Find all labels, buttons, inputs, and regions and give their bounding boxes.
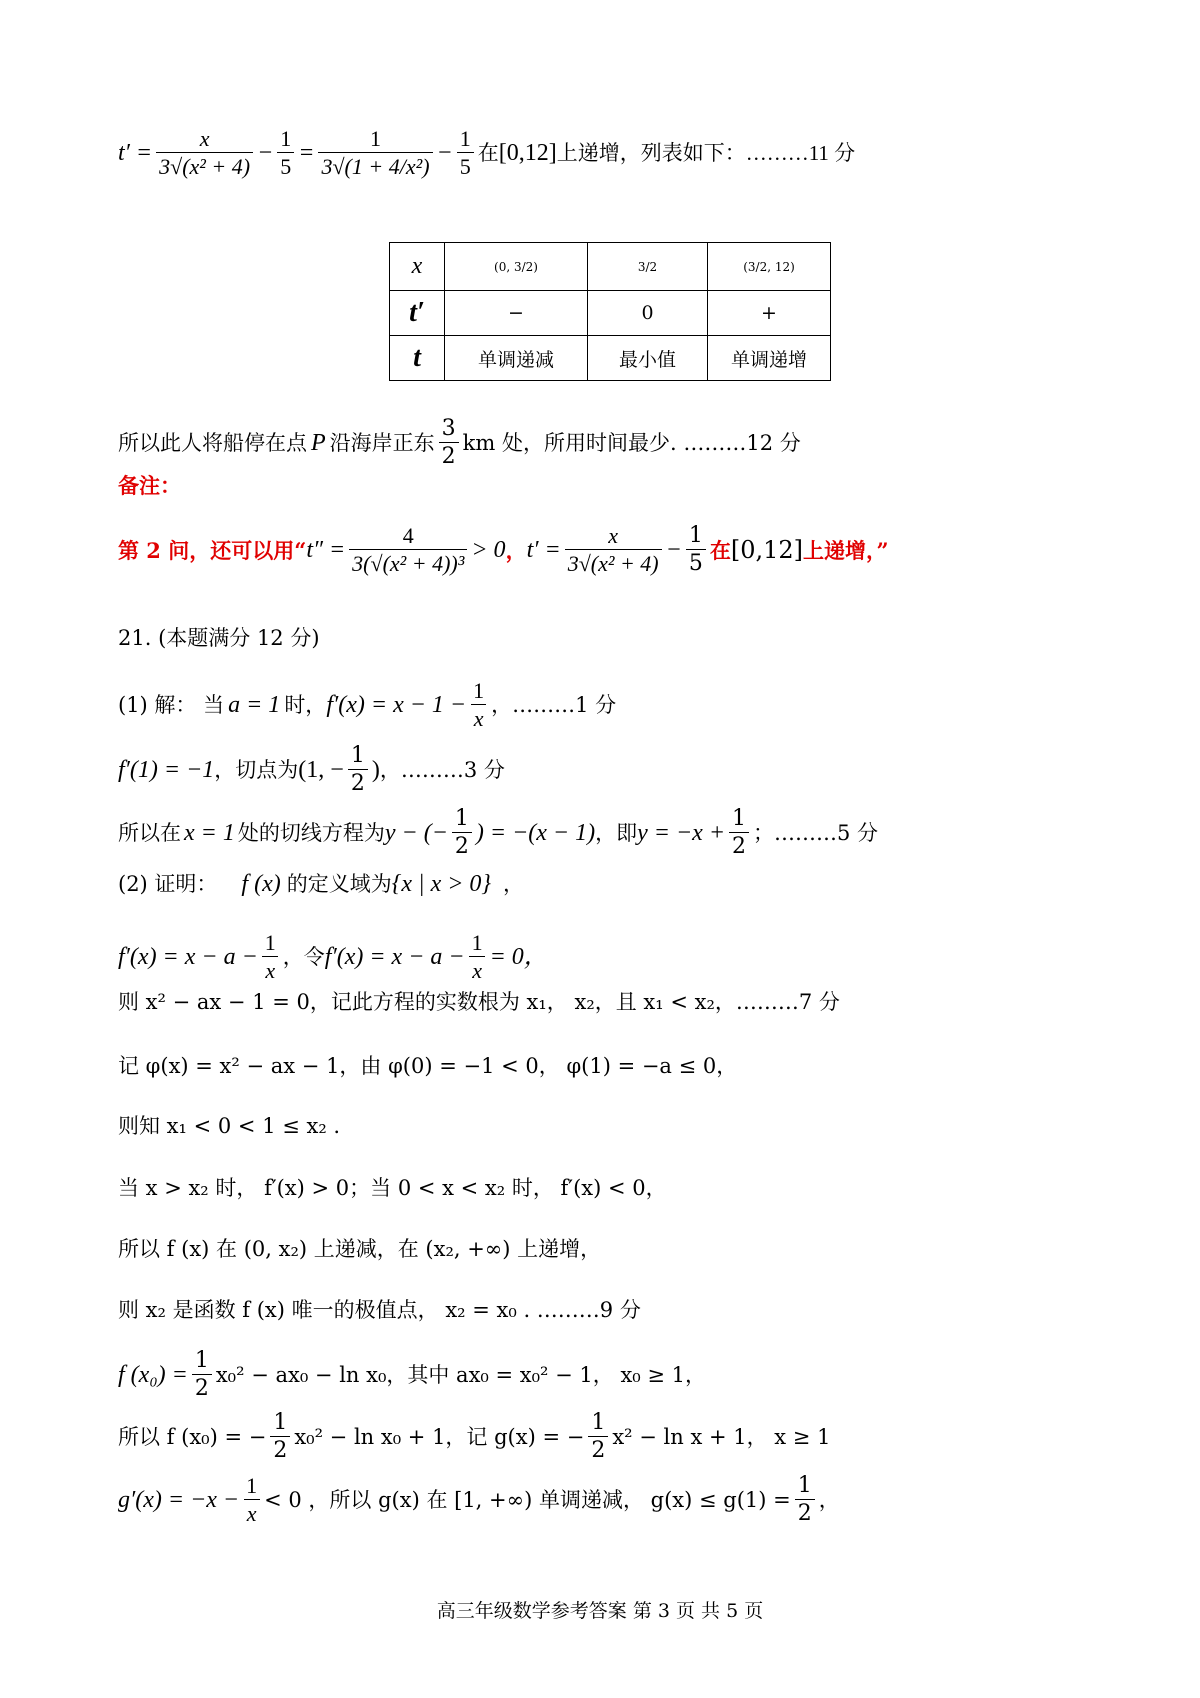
- fraction: $\frac{1}{5}$: [277, 128, 294, 178]
- q21-line-5: f′(x) = x − a − $\frac{1}{x}$ ，令 f′(x) = x − a − $\frac{1}{x}$ = 0，: [118, 930, 548, 983]
- fraction: $\frac{x}{\text{3√(x² + 4)}}$: [565, 525, 662, 575]
- q21-line-4: (2) 证明： f (x) 的定义域为 {x | x > 0} ，: [118, 871, 525, 897]
- t-prime-lhs: t′ =: [118, 140, 153, 166]
- score-note: 上递增，列表如下：………11 分: [556, 140, 856, 165]
- q21-line-2: f′(1) = −1 ，切点为 (1, − $\frac{1}{2}$ ) ，………3 分: [118, 743, 505, 796]
- q21-line-14: g′(x) = −x − $\frac{1}{x}$ < 0 ，所以 g(x) 在 [1, +∞) 单调递减， g(x) ≤ g(1) = $\frac{1}{2}$ ，: [118, 1473, 840, 1526]
- fraction: $\frac{1}{2}$: [270, 1412, 290, 1462]
- q21-line-1: (1) 解： 当 a = 1 时， f′(x) = x − 1 − $\frac{1}{x}$ ，………1 分: [118, 678, 617, 731]
- q21-line-6: 则 x² − ax − 1 = 0，记此方程的实数根为 x₁， x₂，且 x₁ < x₂，………7 分: [118, 990, 840, 1014]
- q21-line-11: 则 x₂ 是函数 f (x) 唯一的极值点， x₂ = x₀ . ………9 分: [118, 1298, 641, 1322]
- table-row: t′ − 0 +: [390, 291, 831, 336]
- fraction: $\frac{1}{x}$: [243, 1475, 260, 1525]
- interval: [0,12]: [498, 140, 557, 166]
- fraction: $\frac{1}{2}$: [795, 1475, 815, 1525]
- fraction: $\frac{3}{2}$: [439, 418, 459, 468]
- q21-line-13: 所以 f (x₀) = − $\frac{1}{2}$ x₀² − ln x₀ + 1，记 g(x) = − $\frac{1}{2}$ x² − ln x + 1， x ≥ 1: [118, 1410, 831, 1463]
- fraction: $\frac{1}{2}$: [348, 745, 368, 795]
- q21-line-10: 所以 f (x) 在 (0, x₂) 上递减，在 (x₂, +∞) 上递增，: [118, 1237, 602, 1261]
- conclusion-line: 所以此人将船停在点 P 沿海岸正东 $\frac{3}{2}$ km 处，所用时间最少. ………12 分: [118, 416, 801, 469]
- question-header: 21. (本题满分 12 分): [118, 626, 320, 650]
- fraction: $\frac{4}{\text{3(√(x² + 4))³}}$: [349, 525, 467, 575]
- fraction: $\frac{1}{x}$: [469, 932, 486, 982]
- fraction: $\frac{1}{5}$: [457, 128, 474, 178]
- fraction: $\frac{1}{2}$: [192, 1350, 212, 1400]
- note-title: 备注：: [118, 473, 181, 498]
- note-line: 第 2 问，还可以用“ t″ = $\frac{4}{\text{3(√(x² + 4))³}}$ > 0 ， t′ = $\frac{x}{\text{3√(x² + 4)}}$ − $\frac{1}{5}$ 在 [0,12] 上递增，”: [118, 523, 889, 576]
- fraction: $\frac{x}{\text{3√(x² + 4)}}$: [156, 128, 253, 178]
- q21-line-8: 则知 x₁ < 0 < 1 ≤ x₂ .: [118, 1114, 341, 1138]
- table-row: x (0, 3/2) 3/2 (3/2, 12): [390, 243, 831, 291]
- q21-line-7: 记 φ(x) = x² − ax − 1，由 φ(0) = −1 < 0， φ(1) = −a ≤ 0，: [118, 1054, 738, 1078]
- monotonicity-table: [389, 242, 831, 381]
- table-row: t 单调递减 最小值 单调递增: [390, 336, 831, 381]
- fraction: $\frac{1}{2}$: [588, 1412, 608, 1462]
- derivative-line: t′ = $\frac{x}{\text{3√(x² + 4)}}$ − $\frac{1}{5}$ = $\frac{1}{\text{3√(1 + 4/x²)}}$ − $\frac{1}{5}$ 在 [0,12] 上递增，列表如下：………11 分: [118, 126, 856, 179]
- page-footer: 高三年级数学参考答案 第 3 页 共 5 页: [436, 1600, 764, 1622]
- fraction: $\frac{1}{2}$: [729, 808, 749, 858]
- q21-line-9: 当 x > x₂ 时， f′(x) > 0；当 0 < x < x₂ 时， f′(x) < 0，: [118, 1176, 667, 1200]
- fraction: $\frac{1}{x}$: [470, 680, 487, 730]
- fraction: $\frac{1}{x}$: [262, 932, 279, 982]
- fraction: $\frac{1}{2}$: [452, 808, 472, 858]
- q21-line-12: f (x₀) = $\frac{1}{2}$ x₀² − ax₀ − ln x₀，其中 ax₀ = x₀² − 1， x₀ ≥ 1，: [118, 1348, 707, 1401]
- q21-line-3: 所以在 x = 1 处的切线方程为 y − (− $\frac{1}{2}$ ) = −(x − 1) ，即 y = −x + $\frac{1}{2}$ ；………5 分: [118, 806, 879, 859]
- fraction: $\frac{1}{\text{3√(1 + 4/x²)}}$: [318, 128, 432, 178]
- fraction: $\frac{1}{5}$: [686, 525, 706, 575]
